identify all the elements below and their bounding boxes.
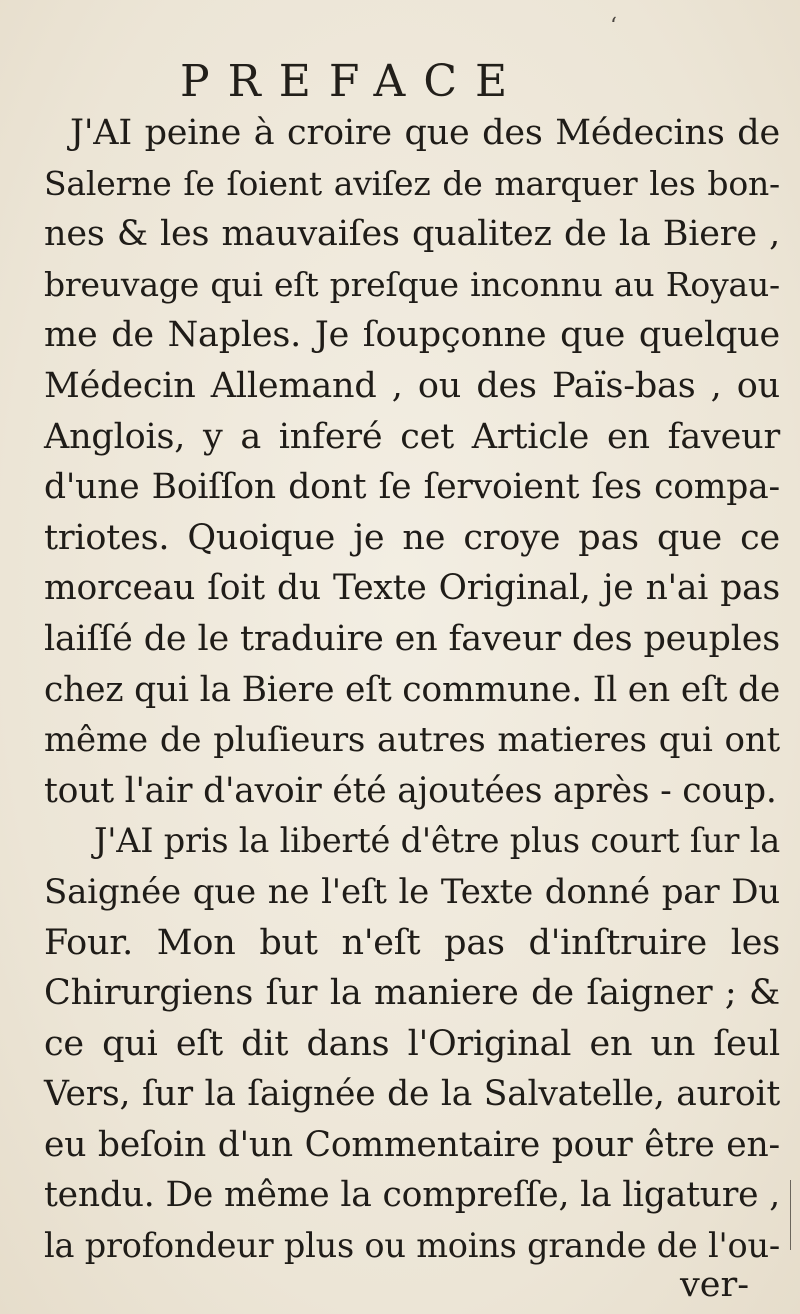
text-line: tendu. De même la compreſſe, la ligature ,: [44, 1175, 780, 1216]
text-line: morceau ſoit du Texte Original, je n'ai pas: [44, 568, 780, 609]
text-line: chez qui la Biere eſt commune. Il en eſt de: [44, 669, 781, 710]
text-line: Anglois, y a inferé cet Article en faveur: [44, 416, 780, 457]
text-line: même de pluſieurs autres matieres qui ont: [44, 720, 780, 761]
page-title: PREFACE: [180, 56, 526, 107]
text-line: Four. Mon but n'eſt pas d'inſtruire les: [44, 922, 780, 963]
text-line: d'une Boiſſon dont ſe ſervoient ſes compa-: [44, 467, 780, 508]
paragraph-1: [44, 108, 780, 816]
text-line: J'AI peine à croire que des Médecins de: [70, 113, 780, 153]
text-body: [44, 108, 780, 1272]
text-line: tout l'air d'avoir été ajoutées après - coup.: [44, 770, 777, 811]
text-line: nes & les mauvaiſes qualitez de la Biere ,: [44, 214, 780, 255]
text-line: la profondeur plus ou moins grande de l'ou-: [44, 1226, 780, 1266]
text-line: Médecin Allemand , ou des Païs-bas , ou: [44, 365, 780, 406]
text-line: Chirurgiens ſur la maniere de ſaigner ; &: [44, 973, 780, 1014]
text-line: J'AI pris la liberté d'être plus court ſur la: [94, 821, 780, 861]
text-line: me de Naples. Je ſoupçonne que quelque: [44, 315, 780, 356]
text-line: laiſſé de le traduire en faveur des peuples: [44, 618, 780, 659]
text-line: breuvage qui eſt preſque inconnu au Royau-: [44, 264, 780, 304]
text-line: Vers, ſur la ſaignée de la Salvatelle, auroit: [44, 1074, 780, 1115]
margin-rule: [790, 1180, 791, 1250]
text-line: Saignée que ne l'eſt le Texte donné par Du: [44, 871, 780, 912]
ink-mark: ʻ: [610, 14, 617, 39]
text-line: ce qui eſt dit dans l'Original en un ſeul: [44, 1023, 780, 1064]
text-line: eu beſoin d'un Commentaire pour être en-: [44, 1124, 780, 1165]
text-line: triotes. Quoique je ne croye pas que ce: [44, 517, 780, 558]
paragraph-2: [44, 816, 780, 1271]
text-line: Salerne ſe ſoient aviſez de marquer les bon-: [44, 163, 780, 203]
catchword: ver-: [680, 1265, 750, 1305]
